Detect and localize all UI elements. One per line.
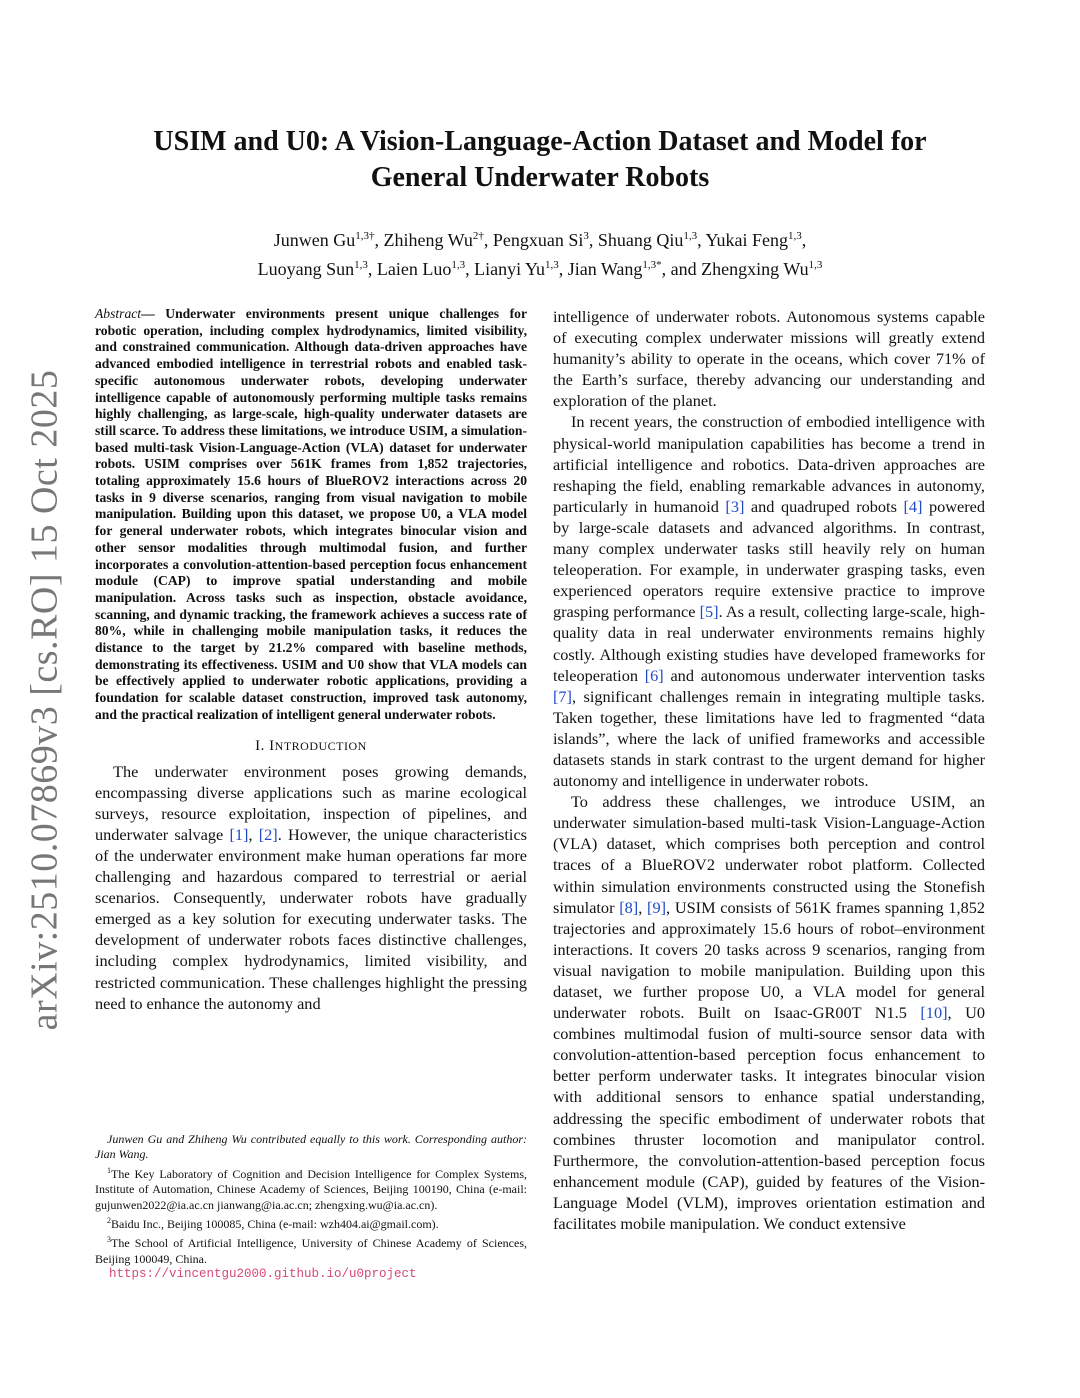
citation-link[interactable]: [6] bbox=[644, 665, 664, 685]
footnote-affiliation-2: $^2$Baidu Inc., Beijing 100085, China (e-mail: wzh404.ai@gmail.com). bbox=[107, 1216, 439, 1232]
author-affiliation: 1,3* bbox=[642, 259, 662, 271]
author-affiliation: 1,3 bbox=[683, 230, 698, 242]
author-affiliation: 2† bbox=[472, 230, 484, 242]
arxiv-identifier-stamp bbox=[8, 369, 80, 1031]
author-affiliation: 1,3† bbox=[355, 230, 375, 242]
arxiv-id-text: arXiv:2510.07869v3 [cs.RO] 15 Oct 2025 bbox=[23, 369, 66, 1031]
author-name: Lianyi Yu bbox=[474, 259, 545, 279]
intro-paragraph: The underwater environment poses growing demands, encompassing diverse applications such as marine ecological surveys, resource exploitation, inspection of pipelines, and underwater salvage [1], [2]. However, the unique characteristics of the underwater environment make human operations far more challenging and hazardous compared to terrestrial or aerial scenarios. Consequently, underwater robots have gradually emerged as a key solution for executing underwater tasks. The development of underwater robots faces distinctive challenges, including complex hydrodynamics, limited visibility, and restricted communication. These challenges highlight the pressing need to enhance the autonomy and bbox=[95, 761, 528, 1013]
intro-paragraph-embodied: In recent years, the construction of embodied intelligence with physical-world manipulation capabilities has become a trend in artificial intelligence and robotics. Data-driven approaches are reshaping the field, enabling remarkable advances in autonomy, particularly in humanoid [3] and quadruped robots [4] powered by large-scale datasets and advanced algorithms. In contrast, many complex underwater tasks still heavily rely on human teleoperation. For example, in underwater grasping tasks, even experienced operators require extensive practice to improve grasping performance [5]. As a result, collecting large-scale, high-quality data in real underwater environments remains highly costly. Although existing studies have developed frameworks for teleoperation [6] and autonomous underwater intervention tasks [7], significant challenges remain in integrating multiple tasks. Taken together, these limitations have led to fragmented “data islands”, where the lack of unified frameworks and accessible datasets stands in stark contrast to the urgent demand for higher autonomy and intelligence in underwater robots. bbox=[553, 412, 986, 791]
citation-link[interactable]: [9] bbox=[647, 897, 667, 917]
author-affiliation: 1,3 bbox=[788, 230, 802, 242]
citation-link[interactable]: [5] bbox=[699, 602, 719, 622]
citation-link[interactable]: [3] bbox=[725, 496, 745, 516]
abstract-label: Abstract bbox=[95, 306, 142, 321]
citation-link[interactable]: [4] bbox=[903, 496, 923, 516]
author-affiliation: 1,3 bbox=[808, 259, 823, 271]
left-column bbox=[95, 306, 527, 1014]
title-line-1: USIM and U0: A Vision-Language-Action Dataset and Model for bbox=[153, 126, 927, 157]
author-affiliation: 3 bbox=[583, 230, 589, 242]
project-url-link[interactable]: https://vincentgu2000.github.io/u0project bbox=[109, 1267, 417, 1282]
author-line-1: Junwen $Gu^{1,3\dagger}$, Zhiheng $Wu^{2\dagger}$, Pengxuan Si$^3$, Shuang Qiu$^{1,3}$, Yukai Feng$^{1,3}$, bbox=[273, 230, 807, 250]
intro-paragraph-contributions: To address these challenges, we introduce USIM, an underwater simulation-based multi-task Vision-Language-Action (VLA) dataset, which comprises both perception and control traces of a BlueROV2 underwater robot platform. Collected within simulation environments constructed using the Stonefish simulator [8], [9], USIM consists of 561K frames spanning 1,852 trajectories and approximately 15.6 hours of robot–environment interactions. It covers 20 tasks across 9 scenarios, ranging from visual navigation to mobile manipulation. Building upon this dataset, we further propose U0, a VLA model for general underwater robots. Built on Isaac-GR00T N1.5 [10], U0 combines multimodal fusion of multi-source sensor data with convolution-attention-based perception focus enhancement to better perform underwater tasks. It integrates binocular vision with additional sensors to enhance spatial understanding, addressing the specific embodiment of underwater robots that combines thruster locomotion and manipulator control. Furthermore, the convolution-attention-based perception focus enhancement module (CAP), guided by features of the Vision-Language Model (VLM), improves orientation estimation and facilitates mobile manipulation. We conduct extensive bbox=[553, 792, 986, 1234]
footnote-affiliation-1: $^1$The Key Laboratory of Cognition and Decision Intelligence for Complex Systems, Institute of Automation, Chinese Academy of Sciences, Beijing 100190, China (e-mail: gujunwen2022@ia.ac.cn jianwang@ia.ac.cn; zhengxing.wu@ia.ac.cn). bbox=[95, 1165, 527, 1212]
footnote-affiliation-3: $^3$The School of Artificial Intelligence, University of Chinese Academy of Sciences, Beijing 100049, China. bbox=[95, 1235, 527, 1266]
right-column bbox=[553, 306, 985, 1234]
paper-title bbox=[95, 124, 985, 196]
citation-link[interactable]: [10] bbox=[920, 1003, 948, 1023]
author-name: Yukai Feng bbox=[705, 230, 789, 250]
author-name: Jian Wang bbox=[567, 259, 643, 279]
citation-link[interactable]: [8] bbox=[619, 897, 639, 917]
author-name: Luoyang Sun bbox=[257, 259, 355, 279]
author-affiliation: 1,3 bbox=[451, 259, 466, 271]
author-name: Laien Luo bbox=[376, 259, 452, 279]
title-line-2: General Underwater Robots bbox=[370, 162, 710, 193]
author-affiliation: 1,3 bbox=[544, 259, 559, 271]
author-affiliation: 1,3 bbox=[354, 259, 368, 271]
author-name: Junwen Gu bbox=[273, 230, 356, 250]
abstract bbox=[95, 306, 527, 724]
intro-paragraph-continued: intelligence of underwater robots. Autonomous systems capable of executing complex underwater missions will greatly extend humanity’s ability to operate in the oceans, which cover 71% of the Earth’s surface, thereby advancing our understanding and exploration of the planet. bbox=[553, 307, 985, 411]
author-name: Shuang Qiu bbox=[597, 230, 684, 250]
author-list bbox=[95, 224, 985, 282]
author-name: Zhiheng Wu bbox=[383, 230, 473, 250]
author-name: Zhengxing Wu bbox=[701, 259, 809, 279]
abstract-text: — Underwater environments present unique challenges for robotic operation, including complex hydrodynamics, limited visibility, and constrained communication. Although data-driven approaches have advanced embodied intelligence in terrestrial robots and enabled task-specific autonomous underwater robots, developing underwater intelligence capable of autonomously performing multiple tasks remains highly challenging, as large-scale, high-quality underwater datasets are still scarce. To address these limitations, we introduce USIM, a simulation-based multi-task Vision-Language-Action (VLA) dataset for underwater robots. USIM comprises over 561K frames from 1,852 trajectories, totaling approximately 15.6 hours of BlueROV2 interactions across 20 tasks in 9 diverse scenarios, ranging from visual navigation to mobile manipulation. Building upon this dataset, we propose U0, a VLA model for general underwater robots, which integrates binocular vision and other sensor modalities through multimodal fusion, and further incorporates a convolution-attention-based perception focus enhancement module (CAP) to improve spatial understanding and mobile manipulation. Across tasks such as inspection, obstacle avoidance, scanning, and dynamic tracking, the framework achieves a success rate of 80%, while in challenging mobile manipulation tasks, it reduces the distance to the target by 21.2% compared with baseline methods, demonstrating its effectiveness. USIM and U0 show that VLA models can be effectively applied to underwater robotic applications, providing a foundation for scalable dataset construction, improved task autonomy, and the practical realization of intelligent general underwater robots. bbox=[95, 306, 527, 722]
citation-link[interactable]: [2] bbox=[258, 824, 278, 844]
section-heading-introduction: I. INTRODUCTION bbox=[255, 737, 367, 754]
footnotes bbox=[95, 1132, 527, 1283]
citation-link[interactable]: [1] bbox=[229, 824, 249, 844]
citation-link[interactable]: [7] bbox=[553, 686, 572, 706]
footnote-equal-contribution: Junwen Gu and Zhiheng Wu contributed equally to this work. Corresponding author: Jian Wang. bbox=[95, 1132, 527, 1162]
author-name: Pengxuan Si bbox=[492, 230, 584, 250]
author-line-2: Luoyang Sun$^{1,3}$, Laien Luo$^{1,3}$, Lianyi Yu$^{1,3}$, Jian Wang$^{1,3*}$, and Zhengxing Wu$^{1,3}$ bbox=[257, 259, 823, 279]
